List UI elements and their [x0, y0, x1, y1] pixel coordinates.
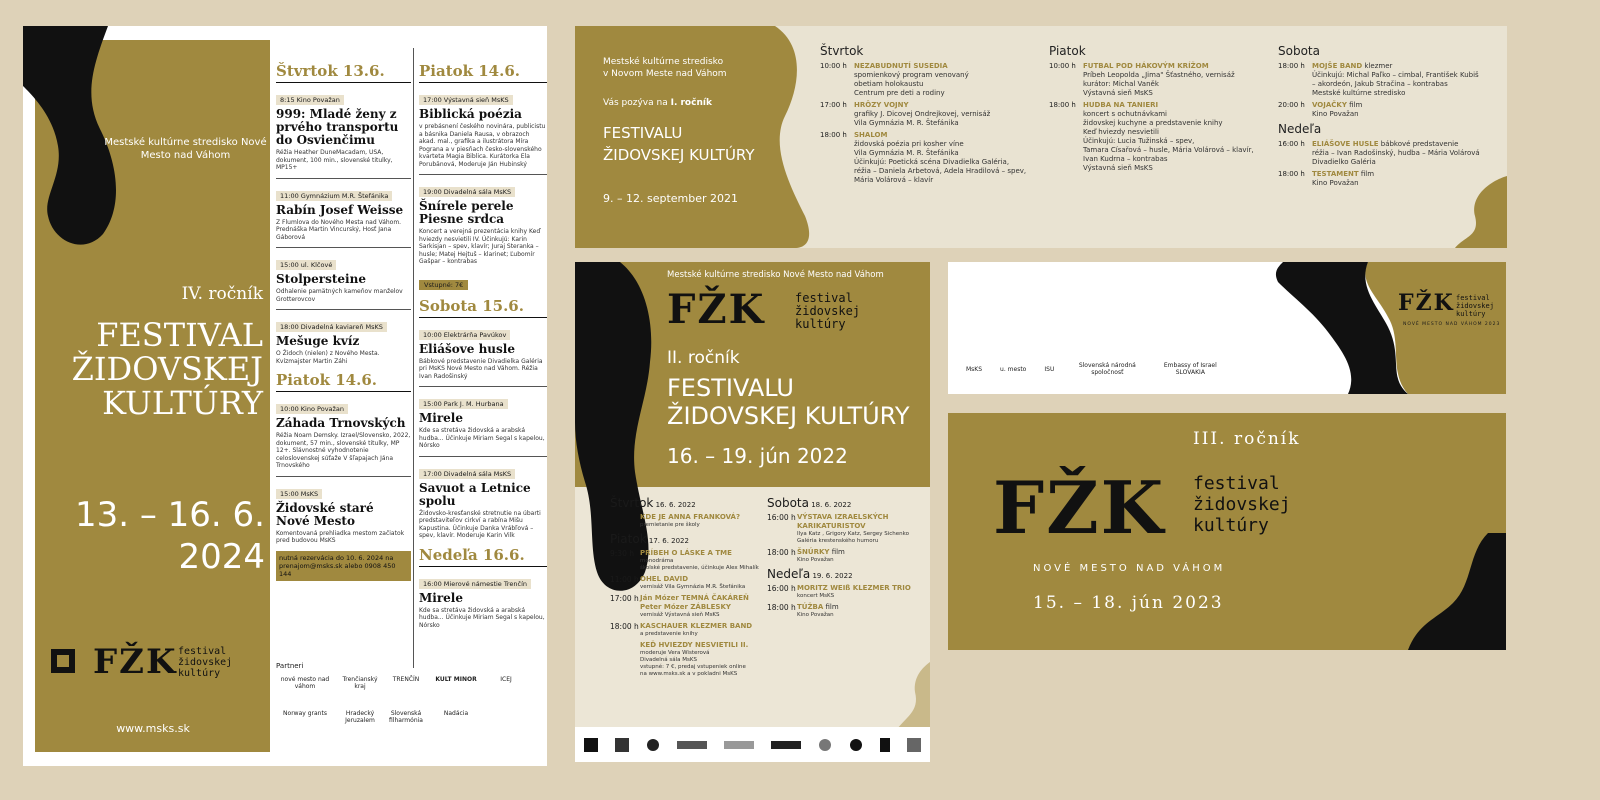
program-row	[820, 101, 1035, 128]
program-row	[767, 603, 922, 619]
day-date: 19. 6. 2022	[810, 572, 853, 580]
program-suffix: film	[1346, 101, 1363, 109]
partner-logo: u. mesto	[1000, 365, 1027, 373]
program-line: Kino Považan	[1312, 110, 1359, 118]
poster-2021-invite: Vás pozýva na I. ročník	[603, 98, 712, 108]
partner-logo: Embassy of Israel SLOVAKIA	[1163, 362, 1217, 376]
partners-row	[276, 676, 546, 724]
banner-2023-small-sub: NOVÉ MESTO NAD VÁHOM 2023	[1403, 322, 1501, 327]
program-title: MORITZ WEIß KLEZMER TRIO	[797, 584, 911, 592]
day-date: 16. 6. 2022	[653, 501, 696, 509]
program-line: koncert s ochutnávkami	[1083, 110, 1167, 118]
program-line: monodráma	[640, 558, 674, 564]
logo-fzk-2022: FŽK	[667, 286, 766, 333]
program-row	[610, 622, 760, 638]
program-line: Kino Považan	[1312, 179, 1359, 187]
program-row	[610, 641, 760, 678]
poster-2024-url[interactable]: www.msks.sk	[116, 722, 190, 735]
program-line: Galéria krestenského humoru	[797, 538, 879, 544]
program-time: 18:00 h	[1278, 170, 1305, 178]
program-line: Keď hviezdy nesvietili	[1083, 128, 1159, 136]
day-name: Štvrtok	[610, 496, 654, 510]
program-text	[797, 584, 911, 600]
entry-fee: Vstupné: 7€	[419, 280, 468, 290]
poster-2022-edition: II. ročník	[667, 348, 740, 368]
day-heading: Štvrtok 13.6.	[276, 62, 411, 83]
program-line: – akordeón, Jakub Stračina – kontrabas	[1312, 80, 1448, 88]
program-row	[820, 62, 1035, 98]
banner-2023-small-partners	[966, 362, 1220, 376]
corner-swirl-shape	[895, 662, 930, 732]
program-line: koncert MsKS	[797, 593, 835, 599]
program-row	[1278, 101, 1493, 119]
program-text	[1312, 170, 1374, 188]
program-row	[1049, 62, 1264, 98]
program-title: KEĎ HVIEZDY NESVIETILI II.	[640, 641, 749, 649]
program-line: Výstavná sieň MsKS	[1083, 89, 1153, 97]
program-title: ŠNÚRKY film	[797, 548, 845, 556]
program-line: Divadelná sála MsKS	[640, 657, 697, 663]
poster-2022-program-right	[767, 494, 922, 622]
program-line: vernisáž Výstavná sieň MsKS	[640, 612, 720, 618]
program-row	[610, 513, 760, 529]
program-title: ELIÁŠOVE HUSLE bábkové predstavenie	[1312, 140, 1459, 148]
partner-logo: Slovenská národná spoločnosť	[1078, 362, 1136, 376]
program-line: Mestské kultúrne stredisko	[1312, 89, 1406, 97]
day-heading	[610, 496, 760, 510]
partner-logo: Slovenská filharmónia	[389, 710, 423, 724]
day-name: Piatok	[610, 532, 647, 546]
program-title: HRÔZY VOJNY	[854, 101, 909, 109]
program-text	[797, 513, 922, 545]
event-item: 16:00 Mierové námestie Trenčín Mirele Kde sa stretáva židovská a arabská hudba... Účinkuje Miriam Segal s kapelou, Nórsko	[419, 579, 545, 629]
program-text	[640, 513, 740, 529]
day-heading: Sobota 15.6.	[419, 297, 547, 318]
partner-logo: TRENČÍN	[392, 676, 420, 683]
logo-tagline-2023: festival židovskej kultúry	[1193, 473, 1291, 536]
banner-2023-city: NOVÉ MESTO NAD VÁHOM	[1033, 563, 1226, 574]
msks-logo-icon	[48, 646, 78, 676]
program-line: Príbeh Leopolda „Jima" Šťastného, vernisáž	[1083, 71, 1235, 79]
program-title: KDE JE ANNA FRANKOVÁ?	[640, 513, 741, 521]
program-row	[1049, 101, 1264, 173]
partner-logo-icon	[677, 741, 707, 749]
day-heading: Nedeľa	[1278, 122, 1322, 136]
program-line: Výstavná sieň MsKS	[1083, 164, 1153, 172]
program-day-column	[1049, 44, 1264, 191]
program-line: réžia – Ivan Radošinský, hudba – Mária Volárová	[1312, 149, 1480, 157]
program-title: Ján Mózer TEMNÁ ČAKÁREŇ Peter Mózer ZÁBLESKY	[640, 594, 749, 611]
banner-2023-small	[948, 262, 1506, 394]
program-line: moderuje Vera Wisterová	[640, 650, 710, 656]
program-text	[1083, 101, 1254, 173]
program-row	[610, 575, 760, 591]
program-line: na www.msks.sk a v pokladni MsKS	[640, 671, 738, 677]
program-line: spomienkový program venovaný	[854, 71, 969, 79]
partner-logo: MsKS	[966, 365, 983, 373]
program-text	[1312, 62, 1479, 98]
program-time: 18:00 h	[610, 622, 639, 631]
program-text	[1312, 140, 1480, 167]
program-title: VÝSTAVA IZRAELSKÝCH KARIKATURISTOV	[797, 513, 889, 530]
day-heading	[610, 532, 760, 546]
poster-2024-dates: 13. – 16. 6. 2024	[74, 495, 265, 577]
poster-2021	[575, 26, 1507, 248]
program-text	[640, 549, 759, 572]
event-item: 10:00 Elektrárňa Pavúkov Eliášove husle Bábkové predstavenie Divadielka Galéria pri MsKS Nové Mesto nad Váhom. Réžia Ivan Radošinský	[419, 330, 543, 380]
program-row	[767, 513, 922, 545]
program-day-column	[820, 44, 1035, 191]
partner-logo: Hradecký Jeruzalem	[345, 710, 375, 724]
program-time: 10:00 h	[820, 62, 847, 70]
program-text	[797, 548, 845, 564]
program-row	[1278, 62, 1493, 98]
program-row	[820, 131, 1035, 185]
poster-2024-title: FESTIVAL ŽIDOVSKEJ KULTÚRY	[71, 316, 263, 422]
event-item: 15:00 MsKS Židovské staré Nové Mesto Komentovaná prehliadka mestom začiatok pred budovou MsKS	[276, 489, 405, 544]
event-item: 10:00 Kino Považan Záhada Trnovských Réžia Noam Demsky. Izrael/Slovensko, 2022, dokument, 57 min., slovenské titulky, MP 12+. Slávnostné vyhodnotenie celoslovenskej súťaže V šľapajach Jána Trnovského	[276, 405, 411, 469]
reservation-note: nutná rezervácia do 10. 6. 2024 na prenajom@msks.sk alebo 0908 450 144	[276, 551, 411, 581]
partner-logo-icon	[646, 738, 660, 752]
program-title: MOJŠE BAND klezmer	[1312, 62, 1393, 70]
program-line: Divadielko Galéria	[1312, 158, 1376, 166]
partner-logo-icon	[849, 738, 863, 752]
logo-tagline-2022: festival židovskej kultúry	[795, 291, 861, 331]
program-line: Tamara Císařová – husle, Mária Volárová – klavír,	[1083, 146, 1254, 154]
logo-fzk-2024: FŽK	[93, 642, 178, 682]
event-item: 15:00 Park J. M. Hurbana Mirele Kde sa stretáva židovská a arabská hudba... Účinkuje Miriam Segal s kapelou, Nórsko	[419, 400, 545, 449]
poster-2022-dates: 16. – 19. jún 2022	[667, 444, 848, 468]
poster-2021-program	[820, 44, 1500, 191]
partner-logo: ICEJ	[500, 676, 512, 683]
program-time: 18:00 h	[767, 603, 796, 612]
program-line: Vila Gymnázia M. R. Štefánika	[854, 119, 959, 127]
program-title: TÚŽBA film	[797, 603, 839, 611]
partner-logo-icon	[880, 738, 890, 752]
program-line: Ilya Katz , Grigory Katz, Sergey Sichenko	[797, 531, 909, 537]
event-item: 18:00 Divadelná kaviareň MsKS Mešuge kvíz O Židoch (nielen) z Nového Mesta. Kvízmajster Martin Záhi	[276, 314, 411, 365]
program-time: 20:00 h	[1278, 101, 1305, 109]
program-text	[797, 603, 839, 619]
poster-2024	[23, 26, 547, 766]
program-time: 18:00 h	[767, 548, 796, 557]
program-text	[640, 641, 748, 678]
program-line: vstupné: 7 €, predaj vstupeniek online	[640, 664, 746, 670]
day-heading: Nedeľa 16.6.	[419, 546, 547, 567]
program-line: grafiky J. Dicovej Ondrejkovej, vernisáž	[854, 110, 991, 118]
partner-logo-icon	[615, 738, 629, 752]
program-line: židovská poézia pri kosher víne	[854, 140, 964, 148]
day-heading: Piatok 14.6.	[276, 371, 411, 392]
partner-logo: KULT MINOR	[435, 676, 477, 683]
program-text	[854, 101, 990, 128]
day-date: 17. 6. 2022	[646, 537, 689, 545]
program-time: 10:00 h	[1049, 62, 1076, 70]
program-line: obetiam holokaustu	[854, 80, 924, 88]
day-heading: Štvrtok	[820, 44, 864, 58]
day-heading	[767, 567, 922, 581]
program-title: VOJAČKY film	[1312, 101, 1363, 109]
program-time: 16:00 h	[1278, 140, 1305, 148]
program-time: 9:30 h	[610, 549, 634, 558]
program-line: školské predstavenie, účinkuje Alex Mihalík	[640, 565, 759, 571]
program-line: kurátor: Michal Vaněk	[1083, 80, 1159, 88]
day-name: Nedeľa	[767, 567, 811, 581]
program-title: OHEL DAVID	[640, 575, 689, 583]
program-text	[640, 622, 752, 638]
partner-logo-icon	[724, 741, 754, 749]
event-item: 17:00 Divadelná sála MsKS Savuot a Letnice spolu Židovsko-kresťanské stretnutie na úbarti predstaviteľov cirkví a rabína Mišu Kapustina. Účinkuje Danka Vrábľová – spev, klavír. Moderuje Karin Vilk	[419, 469, 541, 539]
program-suffix: bábkové predstavenie	[1378, 140, 1459, 148]
program-line: Účinkujú: Michal Paľko – cimbal, František Kubiš	[1312, 71, 1479, 79]
program-line: a predstavenie knihy	[640, 631, 698, 637]
program-text	[854, 131, 1026, 185]
program-line: Centrum pre deti a rodiny	[854, 89, 945, 97]
program-day-column	[1278, 44, 1493, 191]
partner-logo-icon	[771, 741, 801, 749]
partner-logo: Nadácia	[443, 710, 469, 717]
program-text	[1083, 62, 1235, 98]
program-line: Kino Považan	[797, 557, 834, 563]
day-heading: Piatok	[1049, 44, 1086, 58]
program-text	[640, 594, 760, 619]
logo-tagline-2024: festival židovskej kultúry	[178, 646, 233, 679]
program-row	[1278, 170, 1493, 188]
poster-2022	[575, 262, 930, 762]
poster-2021-dates: 9. – 12. september 2021	[603, 192, 739, 205]
program-time: 18:00 h	[820, 131, 847, 139]
logo-fzk-2023-small: FŽK	[1398, 290, 1455, 316]
poster-2021-title: FESTIVALU ŽIDOVSKEJ KULTÚRY	[603, 124, 755, 164]
program-time: 11:00 h	[610, 575, 639, 584]
event-item: 11:00 Gymnázium M.R. Štefánika Rabín Josef Weisse Z Flumlova do Nového Mesta nad Váhom. Prednáška Martin Vincurský, Hosť Jana Gáborová	[276, 191, 404, 241]
fzk-logo	[48, 646, 78, 680]
banner-2023-dates: 15. – 18. jún 2023	[1033, 593, 1224, 613]
program-line: premietanie pre školy	[640, 522, 700, 528]
poster-2021-org: Mestské kultúrne stredisko v Novom Meste nad Váhom	[603, 57, 727, 79]
program-suffix: film	[1358, 170, 1375, 178]
program-line: Účinkujú: Poetická scéna Divadielka Galéria,	[854, 158, 1010, 166]
poster-2022-org: Mestské kultúrne stredisko Nové Mesto nad Váhom	[667, 270, 884, 280]
partner-logo-icon	[818, 738, 832, 752]
event-item: 8:15 Kino Považan 999: Mladé ženy z prvého transportu do Osvienčimu Réžia Heather DuneMacadam, USA, dokument, 100 min., slovenské titulky, MP15+	[276, 96, 399, 171]
partners-label: Partneri	[276, 662, 304, 670]
partner-logo: Norway grants	[283, 710, 327, 717]
poster-2022-partners	[575, 727, 930, 762]
program-column-1	[276, 56, 411, 581]
program-row	[610, 549, 760, 572]
program-row	[767, 548, 922, 564]
program-line: réžia – Daniela Arbetová, Adela Hradilová – spev,	[854, 167, 1027, 175]
program-time: 17:00 h	[820, 101, 847, 109]
poster-2022-program-left	[610, 494, 760, 681]
program-suffix: film	[829, 548, 845, 556]
logo-tagline-2023-small: festival židovskej kultúry	[1456, 294, 1494, 318]
program-title: FUTBAL POD HÁKOVÝM KRÍŽOM	[1083, 62, 1209, 70]
day-date: 18. 6. 2022	[808, 501, 852, 509]
program-time: 16:00 h	[767, 513, 796, 522]
program-time: 17:00 h	[610, 594, 639, 603]
poster-2024-org: Mestské kultúrne stredisko Nové Mesto nad Váhom	[104, 137, 267, 161]
program-text	[854, 62, 969, 98]
partner-logo: Trenčianský kraj	[342, 676, 378, 690]
day-heading	[767, 496, 922, 510]
poster-2024-edition: IV. ročník	[181, 284, 263, 304]
banner-2023	[948, 413, 1506, 650]
program-row	[767, 584, 922, 600]
program-title: KASCHAUER KLEZMER BAND	[640, 622, 753, 630]
program-title: PRÍBEH O LÁSKE A TME	[640, 549, 732, 557]
program-column-2	[419, 56, 547, 635]
program-text	[1312, 101, 1362, 119]
partner-logo-icon	[584, 738, 598, 752]
program-row	[1278, 140, 1493, 167]
program-line: Kino Považan	[797, 612, 834, 618]
program-row	[610, 594, 760, 619]
program-line: Účinkujú: Lucia Tužinská – spev,	[1083, 137, 1195, 145]
program-line: vernisáž Vila Gymnázia M.R. Štefánika	[640, 584, 746, 590]
program-line: židovskej kuchyne a predstavenie knihy	[1083, 119, 1223, 127]
program-line: Vila Gymnázia M. R. Štefánika	[854, 149, 959, 157]
partner-logo: nové mesto nad váhom	[280, 676, 330, 690]
event-item: 19:00 Divadelná sála MsKS Šnírele perele Piesne srdca Koncert a verejná prezentácia knihy Keď hviezdy nesvietili IV. Účinkujú: Karin Sarkisjan – spev, klavír; Juraj Steranka – husle; Matej Hejtuš – klarinet; Ľubomír Gašpar – kontrabas	[419, 188, 541, 265]
program-title: SHALOM	[854, 131, 888, 139]
program-title: HUDBA NA TANIERI	[1083, 101, 1159, 109]
program-time: 18:00 h	[1049, 101, 1076, 109]
program-title: NEZABUDNUTÍ SUSEDIA	[854, 62, 948, 70]
program-title: TESTAMENT film	[1312, 170, 1375, 178]
day-name: Sobota	[767, 496, 809, 510]
event-item: 17:00 Výstavná sieň MsKS Biblická poézia v prebásnení českého novinára, publicistu a básnika Daniela Rausa, v obrazoch akad. mal., grafika a ilustrátora Míra Pograna a v piesňach česko-slovenského kvarteta Magia Biblica. Kurátorka Ela Porubänová, Moderuje Ján Hubinský	[419, 96, 546, 168]
program-line: Mária Volárová – klavír	[854, 176, 934, 184]
program-time: 16:00 h	[767, 584, 796, 593]
logo-fzk-2023: FŽK	[993, 465, 1166, 550]
partner-logo-icon	[907, 738, 921, 752]
program-text	[640, 575, 745, 591]
day-heading: Sobota	[1278, 44, 1320, 58]
poster-2022-title: FESTIVALU ŽIDOVSKEJ KULTÚRY	[667, 374, 910, 430]
program-line: Ivan Kudrna – kontrabas	[1083, 155, 1168, 163]
program-time	[610, 513, 640, 529]
program-time: 18:00 h	[1278, 62, 1305, 70]
partner-logo: ISU	[1044, 365, 1055, 373]
day-heading: Piatok 14.6.	[419, 62, 547, 83]
program-suffix: klezmer	[1362, 62, 1393, 70]
event-item: 15:00 ul. Klčové Stolpersteine Odhalenie pamätných kameňov manželov Grotterovcov	[276, 261, 403, 303]
program-time	[610, 641, 640, 678]
program-suffix: film	[823, 603, 839, 611]
banner-2023-edition: III. ročník	[1193, 429, 1301, 449]
